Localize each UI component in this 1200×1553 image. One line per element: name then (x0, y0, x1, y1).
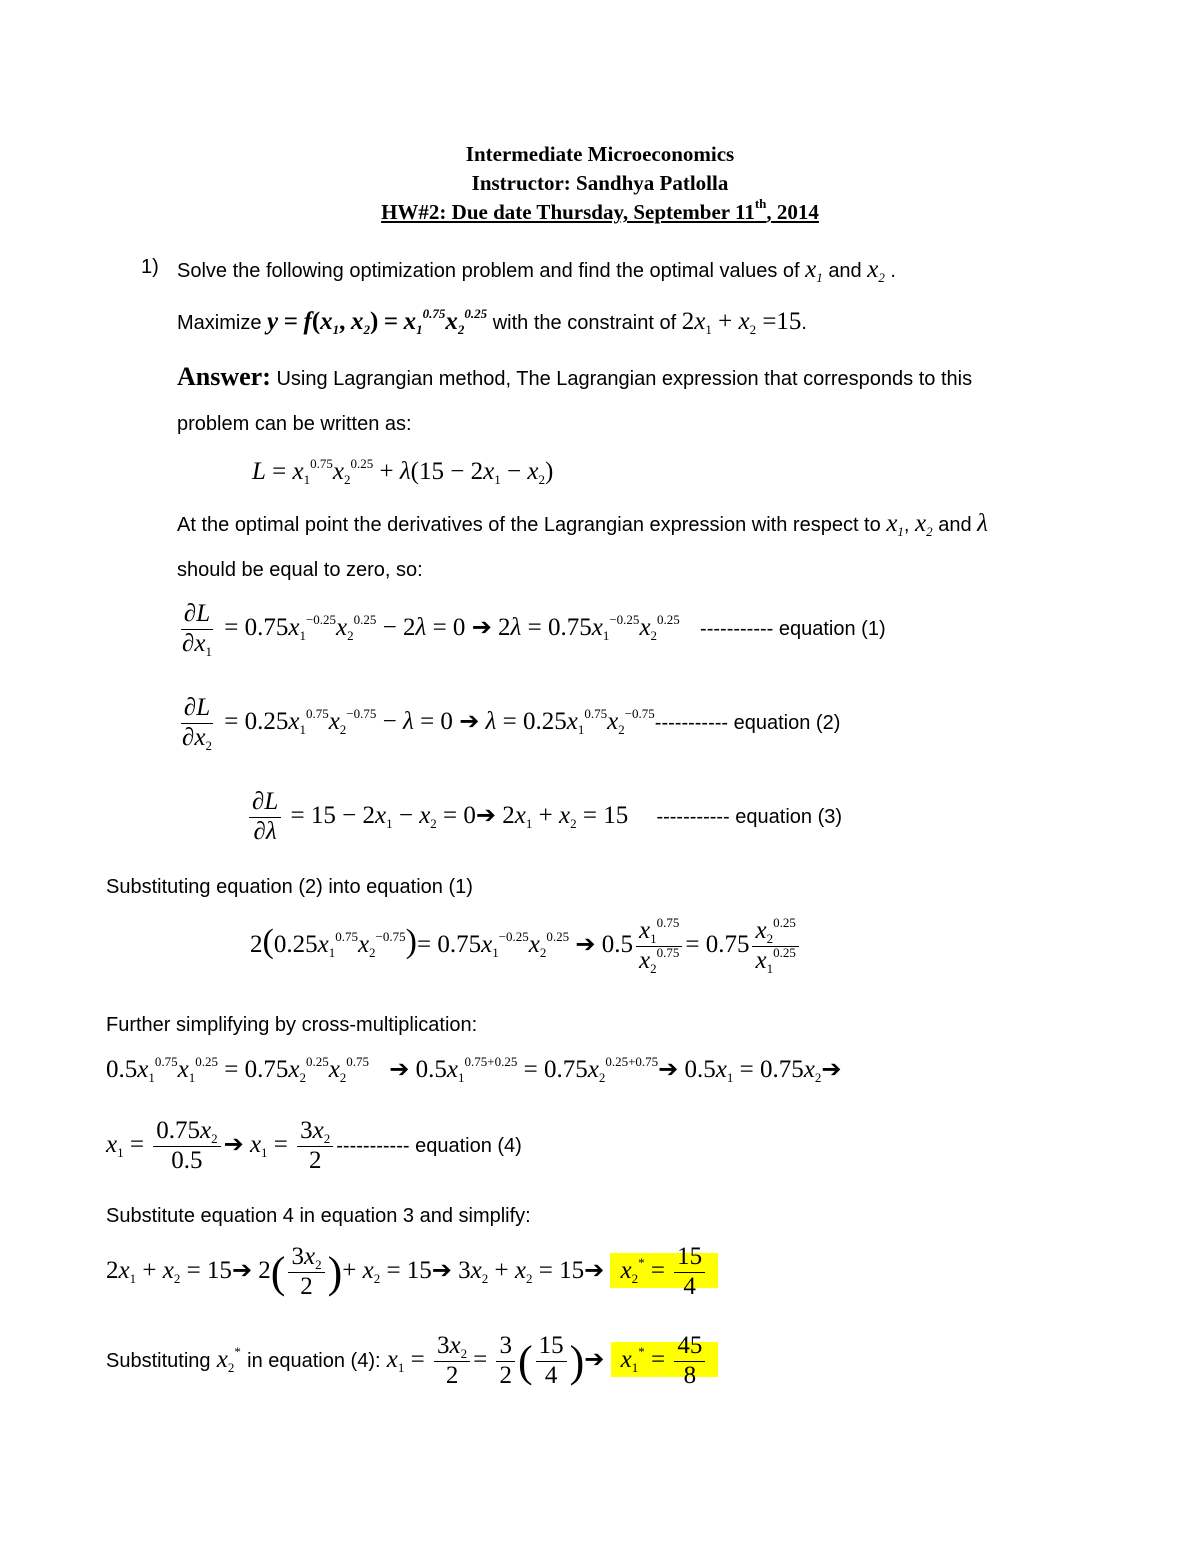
lagrangian-expression: $L = x_1^{0.75}x_2^{0.25} + \lambda(15 - 2x_1 - x_2)$ (252, 456, 554, 487)
maximize-line: Maximize $y = f(x_1$, $x_2) = x_1^{0.75}x_2^{0.25}$ with the constraint of $2x_1 + x_2 =15$. (177, 306, 807, 337)
step-substitute-4-into-3: Substitute equation 4 in equation 3 and simplify: (106, 1205, 531, 1227)
equation-cross-multiplied: $0.5x_1^{0.75}x_1^{0.25} = 0.75x_2^{0.25}x_2^{0.75}$ ➔ $0.5x_1^{0.75+0.25}$ = $0.75x_2^{0.25+0.75}➔$ $0.5x_1$ = $0.75x_2➔$ (106, 1054, 842, 1085)
optimal-condition-2: should be equal to zero, so: (177, 559, 423, 581)
instructor-line: Instructor: Sandhya Patlolla (471, 171, 729, 195)
arrow-icon: ➔ (475, 800, 497, 829)
x2-result-highlight: $x_2^*$ = $\frac{15}{4}$ (610, 1253, 718, 1288)
arrow-icon: ➔ (389, 1055, 410, 1083)
equation-3: $\frac{\partial L}{\partial\lambda}$ = $15 - 2x_1 - x_2$ = 0➔ $2x_1 + x_2 = 15$ ----------- equation (3) (246, 788, 842, 847)
equation-1: $\frac{\partial L}{\partial x_1}$ = $0.75x_1^{-0.25}x_2^{0.25} - 2\lambda = 0$ ➔ $2\lambda = 0.75x_1^{-0.25}x_2^{0.25}$ ----------- equation (1) (182, 600, 886, 659)
answer-intro-2: problem can be written as: (177, 413, 412, 435)
step-cross-multiplication: Further simplifying by cross-multiplication: (106, 1014, 478, 1036)
question-number: 1) (141, 256, 159, 278)
arrow-icon: ➔ (821, 1055, 842, 1083)
equation-solve-x1: Substituting $x_2^*$ in equation (4): $x_1$ = $\frac{3x_2}{2}$ = $\frac{3}{2}$ ( $\frac{15}{4}$ )➔ $x_1^*$ = $\frac{45}{8}$ (106, 1332, 718, 1391)
course-title: Intermediate Microeconomics (465, 142, 735, 166)
arrow-icon: ➔ (658, 1055, 679, 1083)
arrow-icon: ➔ (471, 612, 492, 641)
arrow-icon: ➔ (231, 1255, 253, 1284)
answer-intro: Answer: Using Lagrangian method, The Lagrangian expression that corresponds to this (177, 362, 973, 391)
arrow-icon: ➔ (584, 1344, 605, 1373)
arrow-icon: ➔ (223, 1129, 244, 1158)
equation-substitution: $2(0.25x_1^{0.75}x_2^{-0.75})= 0.75x_1^{-0.25}x_2^{0.25}$ ➔ 0.5 $\frac{x_1^{0.75}}{x_2^{0.75}}$ = 0.75 $\frac{x_2^{0.25}}{x_1^{0.25}}$ (250, 917, 802, 976)
x1-result-highlight: $x_1^*$ = $\frac{45}{8}$ (611, 1342, 719, 1377)
arrow-icon: ➔ (459, 706, 480, 735)
arrow-icon: ➔ (575, 929, 596, 958)
equation-2: $\frac{\partial L}{\partial x_2}$ = $0.25x_1^{0.75}x_2^{-0.75} - \lambda = 0$ ➔ $\lambda = 0.25x_1^{0.75}x_2^{-0.75}-----------$ equation (2) (182, 694, 841, 753)
equation-solve-x2: $2x_1 + x_2$ = 15➔ 2( $\frac{3x_2}{2}$ )+ $x_2$ = 15➔ $3x_2 + x_2$ = 15➔ $x_2^*$ = $\frac{15}{4}$ (106, 1243, 718, 1302)
step-substitute-2-into-1: Substituting equation (2) into equation (1) (106, 876, 473, 898)
optimal-condition: At the optimal point the derivatives of the Lagrangian expression with respect to $x_1$, $x_2$ and λ (177, 510, 988, 539)
hw-due-line: HW#2: Due date Thursday, September 11th, 2014 (381, 196, 819, 224)
arrow-icon: ➔ (584, 1255, 605, 1284)
arrow-icon: ➔ (431, 1255, 452, 1284)
question-text: Solve the following optimization problem and find the optimal values of $x_1$ and $x_2$ . (177, 256, 896, 285)
equation-4: $x_1$ = $\frac{0.75x_2}{0.5}$ ➔ $x_1$ = $\frac{3x_2}{2}$ ----------- equation (4) (106, 1117, 522, 1174)
